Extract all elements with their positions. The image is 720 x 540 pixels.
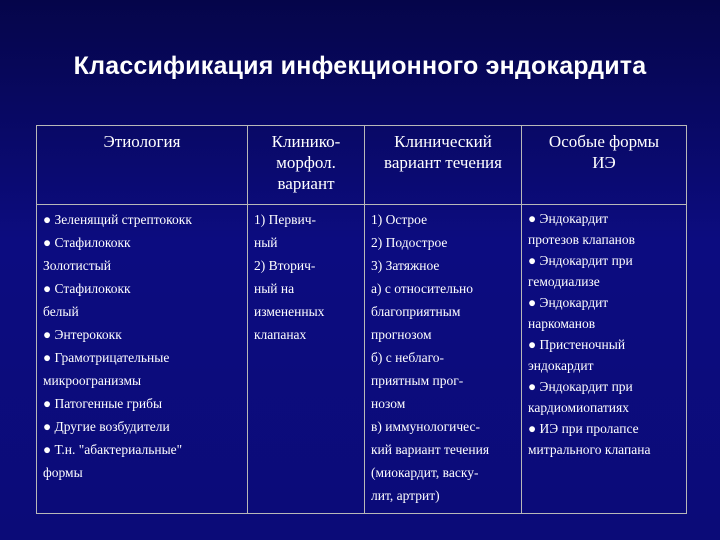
list-item: ● Эндокардит <box>528 211 609 226</box>
header-clinical-course: Клинический вариант течения <box>384 132 502 172</box>
list-item: 3) Затяжное <box>371 258 440 273</box>
list-item: кий вариант течения <box>371 442 490 457</box>
cell-clinical-course <box>365 205 521 507</box>
list-item: приятным прог- <box>371 373 464 388</box>
cell-clinical-morphological <box>248 205 364 346</box>
list-item: ● ИЭ при пролапсе <box>528 421 639 436</box>
list-item: ● Эндокардит при <box>528 253 633 268</box>
list-item: митрального клапана <box>528 442 651 457</box>
list-item: ● Патогенные грибы <box>43 396 163 411</box>
list-item: 2) Подострое <box>371 235 448 250</box>
list-item: ● Другие возбудители <box>43 419 170 434</box>
list-item: ● Эндокардит <box>528 295 609 310</box>
list-item: ный <box>254 235 278 250</box>
list-item: 1) Первич- <box>254 212 316 227</box>
list-item: 1) Острое <box>371 212 428 227</box>
list-item: эндокардит <box>528 358 594 373</box>
list-item: кардиомиопатиях <box>528 400 629 415</box>
list-item: гемодиализе <box>528 274 600 289</box>
list-item: ● Пристеночный <box>528 337 626 352</box>
list-item: ● Стафилококк <box>43 281 131 296</box>
list-item: нозом <box>371 396 406 411</box>
list-item: прогнозом <box>371 327 432 342</box>
list-item: формы <box>43 465 83 480</box>
list-item: б) с неблаго- <box>371 350 445 365</box>
list-item: (миокардит, васку- <box>371 465 479 480</box>
list-item: ● Стафилококк <box>43 235 131 250</box>
header-special-forms: Особые формы ИЭ <box>548 132 660 172</box>
list-item: ● Т.н. "абактериальные" <box>43 442 183 457</box>
list-item: ● Грамотрицательные <box>43 350 170 365</box>
list-item: ● Зеленящий стрептококк <box>43 212 192 227</box>
list-item: микроогранизмы <box>43 373 142 388</box>
slide-title: Классификация инфекционного эндокардита <box>73 52 647 80</box>
list-item: белый <box>43 304 79 319</box>
list-item: измененных <box>254 304 325 319</box>
list-item: ● Энтерококк <box>43 327 122 342</box>
list-item: клапанах <box>254 327 307 342</box>
cell-special-forms <box>522 205 686 460</box>
list-item: ный на <box>254 281 295 296</box>
header-etiology: Этиология <box>103 132 181 151</box>
list-item: наркоманов <box>528 316 596 331</box>
list-item: в) иммунологичес- <box>371 419 480 434</box>
cell-etiology <box>37 205 247 484</box>
list-item: Золотистый <box>43 258 111 273</box>
list-item: благоприятным <box>371 304 461 319</box>
list-item: протезов клапанов <box>528 232 636 247</box>
list-item: ● Эндокардит при <box>528 379 633 394</box>
header-clinical-morphological: Клинико- морфол. вариант <box>271 132 341 193</box>
classification-table <box>36 125 687 514</box>
list-item: 2) Вторич- <box>254 258 316 273</box>
list-item: лит, артрит) <box>371 488 440 503</box>
list-item: а) с относительно <box>371 281 473 296</box>
